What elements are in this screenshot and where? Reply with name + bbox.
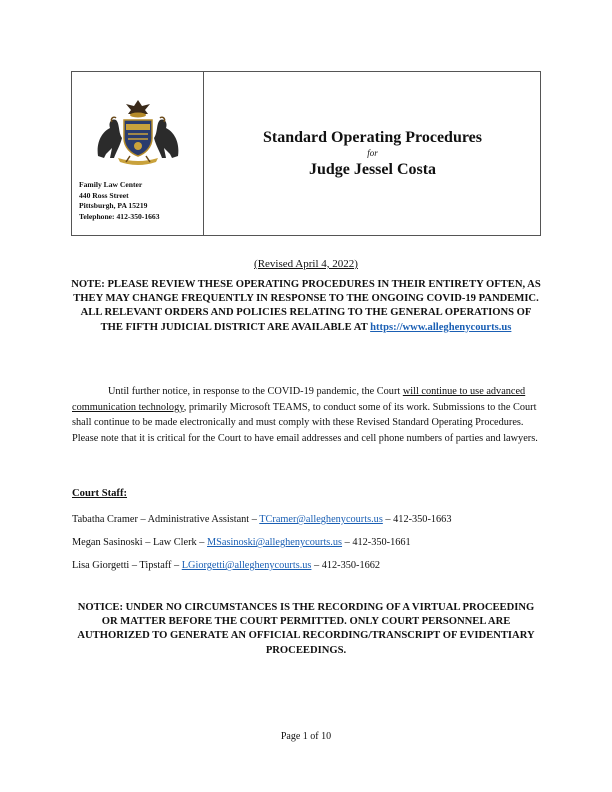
review-notice <box>70 278 542 335</box>
review-notice-text: NOTE: PLEASE REVIEW THESE OPERATING PROCEDURES IN THEIR ENTIRETY OFTEN, AS THEY MAY CHANGE FREQUENTLY IN RESPONSE TO THE ONGOING COVID-19 PANDEMIC. ALL RELEVANT ORDERS AND POLICIES RELATING TO THE GENERAL OPERATIONS OF THE FIFTH JUDICIAL DISTRICT ARE AVAILABLE AT <box>71 279 541 333</box>
paragraph-underlined: will continue to use advanced communication technology <box>72 386 526 413</box>
covid-paragraph <box>72 384 542 446</box>
staff-phone: – 412-350-1662 <box>311 560 381 571</box>
title-for: for <box>367 148 378 158</box>
address-line-3: Pittsburgh, PA 15219 <box>79 201 148 210</box>
address-line-1: Family Law Center <box>79 180 143 189</box>
address-block <box>79 180 160 222</box>
email-link-cramer[interactable]: TCramer@alleghenycourts.us <box>259 514 383 525</box>
staff-member-giorgetti <box>72 559 380 573</box>
paragraph-part-1: Until further notice, in response to the COVID-19 pandemic, the Court <box>108 386 403 397</box>
revised-date: (Revised April 4, 2022) <box>254 258 358 270</box>
paragraph-part-2: , primarily Microsoft TEAMS, to conduct some of its work. Submissions to the Court shall continue to be made electronically and must comply with these Revised Standard Operating Procedures. Please note that it is critical for the Court to have email addresses and cell phone numbers of parties and lawyers. <box>72 401 538 444</box>
document-title: Standard Operating Procedures <box>263 129 482 146</box>
address-telephone: Telephone: 412-350-1663 <box>79 211 160 221</box>
header-box <box>71 71 541 236</box>
staff-phone: – 412-350-1661 <box>342 537 411 548</box>
staff-phone: – 412-350-1663 <box>382 514 452 525</box>
address-line-2: 440 Ross Street <box>79 190 129 200</box>
recording-notice: NOTICE: UNDER NO CIRCUMSTANCES IS THE RECORDING OF A VIRTUAL PROCEEDING OR MATTER BEFORE THE COURT PERMITTED. ONLY COURT PERSONNEL ARE AUTHORIZED TO GENERATE AN OFFICIAL RECORDING/TRANSCRIPT OF EVIDENTIARY PROCEEDINGS. <box>77 602 535 656</box>
email-link-giorgetti[interactable]: LGiorgetti@alleghenycourts.us <box>181 560 312 571</box>
staff-member-sasinoski <box>72 536 411 550</box>
court-staff-heading: Court Staff: <box>72 488 128 499</box>
staff-role: Tabatha Cramer – Administrative Assistant – <box>72 514 260 525</box>
email-link-sasinoski[interactable]: MSasinoski@alleghenycourts.us <box>207 537 343 548</box>
title-block <box>203 128 542 181</box>
staff-member-cramer <box>72 513 451 527</box>
coat-of-arms-icon <box>88 98 188 166</box>
judge-name: Judge Jessel Costa <box>308 161 437 178</box>
page-number: Page 1 of 10 <box>280 731 332 742</box>
staff-role: Megan Sasinoski – Law Clerk – <box>72 537 207 548</box>
alleghenycourts-link[interactable]: https://www.alleghenycourts.us <box>370 321 512 333</box>
staff-role: Lisa Giorgetti – Tipstaff – <box>72 560 182 571</box>
